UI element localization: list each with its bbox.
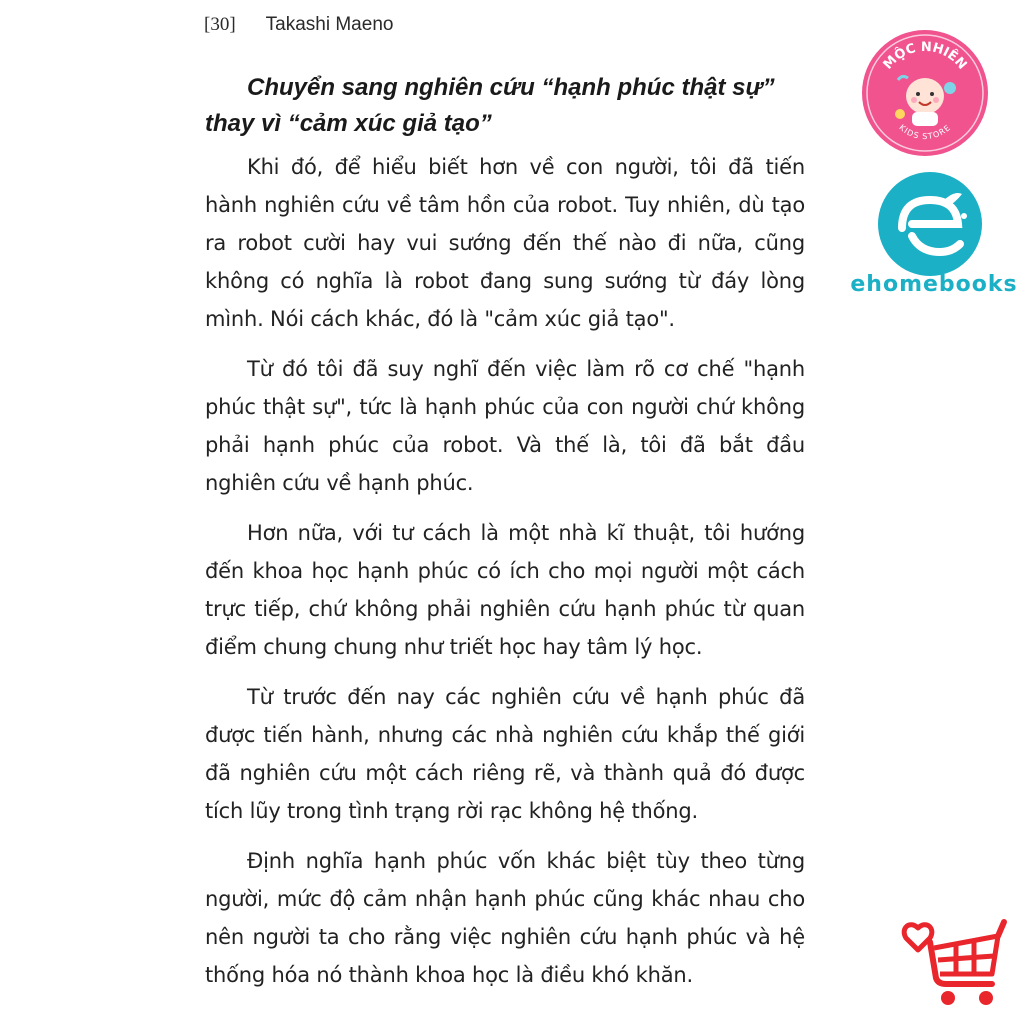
baby-face-icon [906,78,944,114]
author-name: Takashi Maeno [265,14,394,35]
paragraph-5: Định nghĩa hạnh phúc vốn khác biệt tùy theo từng người, mức độ cảm nhận hạnh phúc cũng khác nhau cho nên người ta cho rằng việc nghiên cứu hạnh phúc và hệ thống hóa nó thành khoa học là điều khó khăn. [205,849,805,987]
moc-nhien-title: MỘC NHIÊN [880,39,970,73]
paragraph-1: Khi đó, để hiểu biết hơn về con người, tôi đã tiến hành nghiên cứu về tâm hồn của robot. Tuy nhiên, dù tạo ra robot cười hay vui sướng đến thế nào đi nữa, cũng không có nghĩa là robot đang sung sướng từ đáy lòng mình. Nói cách khác, đó là "cảm xúc giả tạo". [205,155,805,331]
ehomebooks-wordmark: ehomebooks [850,272,1018,297]
section-title: Chuyển sang nghiên cứu “hạnh phúc thật sự” thay vì “cảm xúc giả tạo” [205,74,775,137]
page-body [205,70,805,1006]
paragraph-2: Từ đó tôi đã suy nghĩ đến việc làm rõ cơ chế "hạnh phúc thật sự", tức là hạnh phúc của con người chứ không phải hạnh phúc của robot. Và thế là, tôi đã bắt đầu nghiên cứu về hạnh phúc. [205,357,805,495]
shopping-cart-heart-icon [900,918,1010,1010]
paragraph-3: Hơn nữa, với tư cách là một nhà kĩ thuật, tôi hướng đến khoa học hạnh phúc có ích cho mọi người một cách trực tiếp, chứ không phải nghiên cứu hạnh phúc từ quan điểm chung chung như triết học hay tâm lý học. [205,521,805,659]
ehomebooks-logo [878,172,982,276]
moc-nhien-subtitle: KIDS STORE [897,122,953,142]
moc-nhien-logo-art [862,30,988,156]
running-header [204,14,393,36]
moc-nhien-logo [862,30,988,156]
page-number: [30] [204,14,236,35]
ehomebooks-e-icon [878,172,982,276]
paragraph-4: Từ trước đến nay các nghiên cứu về hạnh phúc đã được tiến hành, nhưng các nhà nghiên cứu khắp thế giới đã nghiên cứu một cách riêng rẽ, và thành quả đó được tích lũy trong tình trạng rời rạc không hệ thống. [205,685,805,823]
